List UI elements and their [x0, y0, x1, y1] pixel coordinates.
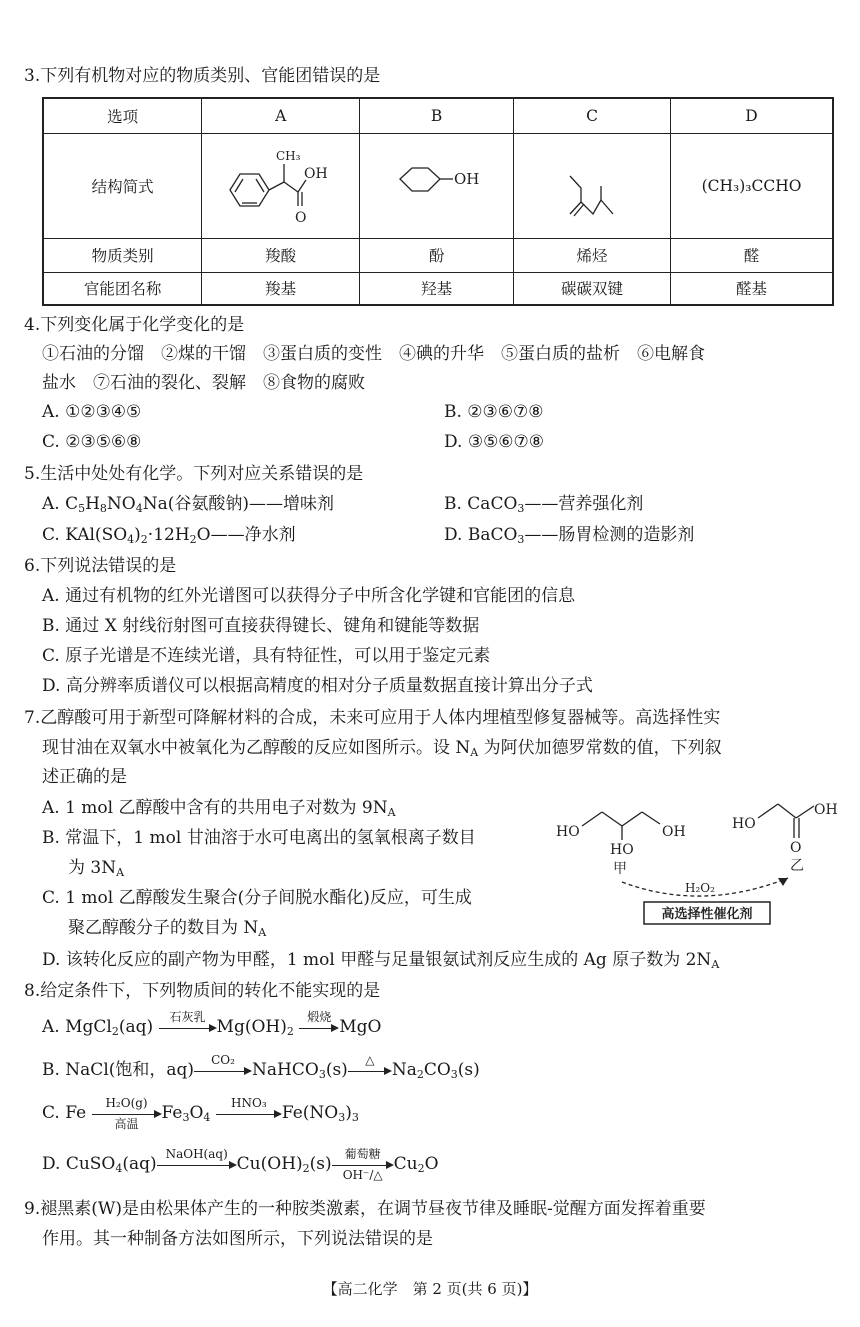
q7-stem-line1: 7.乙醇酸可用于新型可降解材料的合成，未来可应用于人体内埋植型修复器械等。高选择性实	[24, 708, 721, 728]
structure-B-image	[362, 134, 512, 234]
q6-option-B: B. 通过 X 射线衍射图可直接获得键长、键角和键能等数据	[42, 616, 480, 636]
table-cell: 选项	[43, 98, 202, 133]
q4-option-C: C. ②③⑤⑥⑧	[42, 432, 142, 452]
q7-option-A: A. 1 mol 乙醇酸中含有的共用电子对数为 $9N_A$	[42, 798, 396, 819]
table-row	[43, 272, 833, 305]
structure-A-image	[206, 134, 356, 234]
page-footer: 【高二化学 第 2 页(共 6 页)】	[322, 1280, 538, 1298]
table-cell: 醛基	[671, 272, 833, 305]
structure-C	[514, 133, 671, 238]
table-cell: 羟基	[360, 272, 514, 305]
svg-text:H₂O₂: H₂O₂	[685, 881, 715, 895]
reaction-arrow: HNO₃	[216, 1102, 282, 1126]
svg-text:HO: HO	[556, 824, 580, 840]
reaction-arrow: NaOH(aq)	[157, 1153, 237, 1177]
q9-stem-line2: 作用。其一种制备方法如图所示，下列说法错误的是	[42, 1229, 433, 1249]
table-cell: 结构简式	[43, 133, 202, 238]
q7-stem-line2: 现甘油在双氧水中被氧化为乙醇酸的反应如图所示。设 $N_A$ 为阿伏加德罗常数的值，下列叙	[42, 738, 722, 759]
q4-option-D: D. ③⑤⑥⑦⑧	[444, 432, 545, 452]
svg-text:OH: OH	[814, 802, 838, 818]
q5-option-C: C. $KAl(SO_4)_2\cdot 12H_2O——$净水剂	[42, 525, 296, 546]
structure-B	[360, 133, 514, 238]
q7-stem-line3: 述正确的是	[42, 767, 127, 787]
q7-option-C-line2: 聚乙醇酸分子的数目为 $N_A$	[68, 918, 267, 939]
q4-option-B: B. ②③⑥⑦⑧	[444, 402, 544, 422]
table-cell: 官能团名称	[43, 272, 202, 305]
q7-option-C-line1: C. 1 mol 乙醇酸发生聚合(分子间脱水酯化)反应，可生成	[42, 888, 472, 908]
reaction-arrow: 煅烧	[299, 1016, 339, 1040]
q8-option-D: D. CuSO$_4$(aq) NaOH(aq) $Cu(OH)_2(s)$ 葡萄糖 OH⁻/△ $Cu_2O$	[42, 1146, 439, 1182]
table-row	[43, 238, 833, 272]
q5-option-D: D. BaCO$_3$——肠胃检测的造影剂	[444, 525, 695, 546]
reaction-arrow: 葡萄糖 OH⁻/△	[332, 1153, 394, 1177]
q4-items-line2: 盐水 ⑦石油的裂化、裂解 ⑧食物的腐败	[42, 373, 365, 393]
q6-option-A: A. 通过有机物的红外光谱图可以获得分子中所含化学键和官能团的信息	[42, 586, 576, 606]
structure-C-image	[517, 134, 667, 234]
table-cell: 烯烃	[514, 238, 671, 272]
table-cell: 羧酸	[202, 238, 360, 272]
table-cell: 物质类别	[43, 238, 202, 272]
svg-text:OH: OH	[453, 169, 479, 188]
table-cell: A	[202, 98, 360, 133]
q4-stem: 4.下列变化属于化学变化的是	[24, 315, 245, 335]
q7-reaction-figure	[552, 790, 848, 938]
table-cell: 碳碳双键	[514, 272, 671, 305]
reaction-arrow: CO₂	[194, 1059, 252, 1083]
q7-option-B-line2: 为 $3N_A$	[68, 858, 125, 879]
q5-option-B: B. CaCO$_3$——营养强化剂	[444, 494, 644, 515]
q6-option-C: C. 原子光谱是不连续光谱，具有特征性，可以用于鉴定元素	[42, 646, 491, 666]
q5-option-A: A. $C_5H_8NO_4Na$(谷氨酸钠)——增味剂	[42, 494, 335, 515]
q8-option-A: A. MgCl$_2$(aq) 石灰乳 $Mg(OH)_2$ 煅烧 MgO	[42, 1009, 382, 1038]
table-row	[43, 98, 833, 133]
table-cell: 羧基	[202, 272, 360, 305]
table-cell: 酚	[360, 238, 514, 272]
table-row	[43, 133, 833, 238]
q3-stem: 3.下列有机物对应的物质类别、官能团错误的是	[24, 66, 381, 86]
q8-stem: 8.给定条件下，下列物质间的转化不能实现的是	[24, 981, 381, 1001]
svg-text:高选择性催化剂: 高选择性催化剂	[661, 907, 753, 922]
svg-text:甲: 甲	[613, 861, 627, 877]
q8-option-C: C. Fe H₂O(g) 高温 $Fe_3O_4$ HNO₃ $Fe(NO_3)_3$	[42, 1095, 359, 1131]
svg-text:OH: OH	[303, 165, 328, 182]
svg-text:O: O	[790, 840, 802, 856]
q7-option-B-line1: B. 常温下，1 mol 甘油溶于水可电离出的氢氧根离子数目	[42, 828, 476, 848]
table-cell: 醛	[671, 238, 833, 272]
reaction-arrow: △	[348, 1059, 392, 1083]
q6-option-D: D. 高分辨率质谱仪可以根据高精度的相对分子质量数据直接计算出分子式	[42, 676, 593, 696]
table-cell: C	[514, 98, 671, 133]
q4-option-A: A. ①②③④⑤	[42, 402, 142, 422]
q3-table	[42, 97, 834, 306]
table-cell: D	[671, 98, 833, 133]
q8-option-B: B. NaCl(饱和，aq) CO₂ NaHCO$_3$(s) △ $Na_2CO_3(s)$	[42, 1052, 480, 1081]
q7-option-D: D. 该转化反应的副产物为甲醛，1 mol 甲醛与足量银氨试剂反应生成的 Ag 原子数为 $2N_A$	[42, 950, 720, 971]
svg-text:CH₃: CH₃	[275, 148, 301, 163]
q5-stem: 5.生活中处处有化学。下列对应关系错误的是	[24, 464, 364, 484]
reaction-arrow: H₂O(g) 高温	[92, 1102, 162, 1126]
svg-text:OH: OH	[662, 824, 686, 840]
svg-text:HO: HO	[732, 816, 756, 832]
reaction-arrow: 石灰乳	[159, 1016, 217, 1040]
svg-text:O: O	[294, 209, 307, 226]
q9-stem-line1: 9.褪黑素(W)是由松果体产生的一种胺类激素，在调节昼夜节律及睡眠-觉醒方面发挥着重要	[24, 1199, 706, 1219]
structure-A	[202, 133, 360, 238]
q6-stem: 6.下列说法错误的是	[24, 556, 177, 576]
q4-items-line1: ①石油的分馏 ②煤的干馏 ③蛋白质的变性 ④碘的升华 ⑤蛋白质的盐析 ⑥电解食	[42, 344, 705, 364]
svg-text:乙: 乙	[790, 858, 804, 874]
svg-text:HO: HO	[610, 842, 634, 858]
table-cell: B	[360, 98, 514, 133]
structure-D: (CH₃)₃CCHO	[671, 133, 833, 238]
